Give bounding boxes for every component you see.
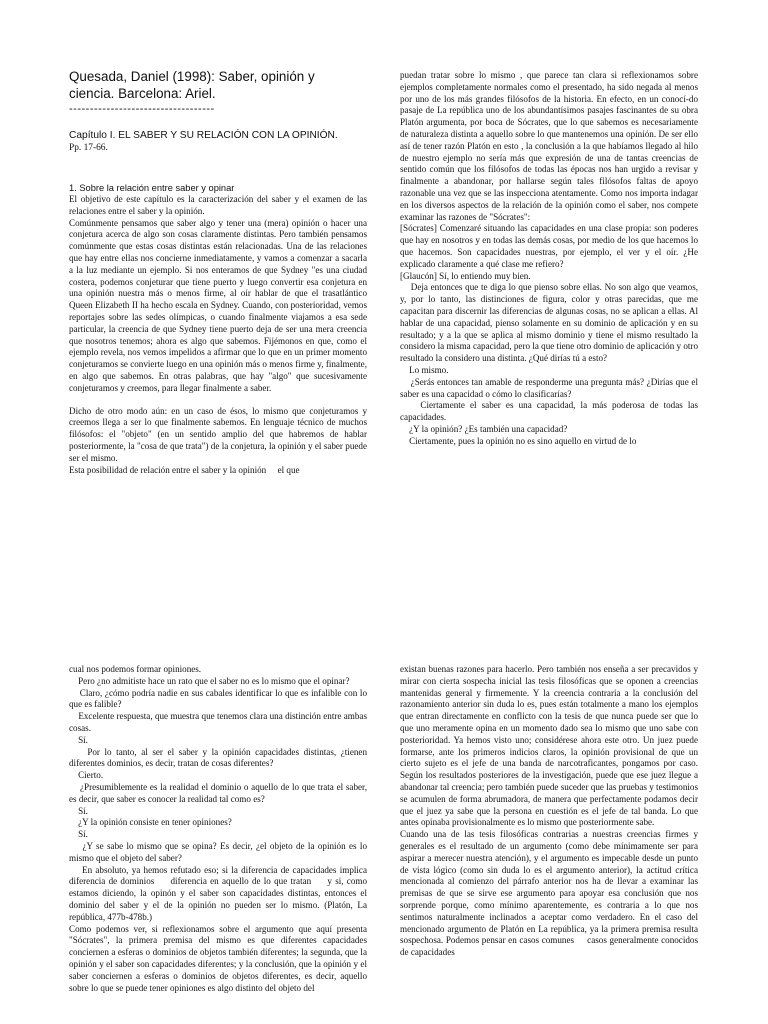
paragraph: El objetivo de este capítulo es la caracterización del saber y el examen de las relaciones entre el saber y la opinión.: [69, 194, 367, 216]
top-right-column: [400, 70, 701, 448]
paragraph: ¿Serás entonces tan amable de responderme una pregunta más? ¿Dirías que el saber es una capacidad o cómo lo clasificarías?: [400, 376, 701, 399]
paragraph: [Glaucón] Sí, lo entiendo muy bien.: [400, 270, 531, 281]
bottom-left-column: [69, 664, 370, 994]
paragraph: Sí.: [69, 829, 88, 840]
citation-line-2: ciencia. Barcelona: Ariel.: [69, 86, 216, 101]
paragraph: Lo mismo.: [400, 364, 449, 375]
paragraph: Claro, ¿cómo podría nadie en sus cabales identificar lo que es infalible con lo que es falible?: [69, 687, 370, 710]
paragraph: Sí.: [69, 805, 88, 816]
chapter-title: Capítulo I. EL SABER Y SU RELACIÓN CON LA OPINIÓN.: [69, 130, 338, 141]
paragraph: ¿Y la opinión? ¿Es también una capacidad?: [400, 423, 568, 434]
paragraph: Pero ¿no admitiste hace un rato que el saber no es lo mismo que el opinar?: [69, 675, 350, 686]
paragraph: cual nos podemos formar opiniones.: [69, 664, 202, 674]
paragraph: Excelente respuesta, que muestra que tenemos clara una distinción entre ambas cosas.: [69, 711, 370, 733]
paragraph: Sí.: [69, 734, 88, 745]
paragraph: ¿Y se sabe lo mismo que se opina? Es decir, ¿el objeto de la opinión es lo mismo que el objeto del saber?: [69, 840, 370, 863]
bottom-right-column: [400, 664, 710, 959]
paragraph: Comúnmente pensamos que saber algo y tener una (mera) opinión o hacer una conjetura acerca de algo son cosas claramente distintas. Pero también pensamos comúnmente que estas cosas distintas están relacionadas. Una de las relaciones que hay entre ellas nos concierne inmediatamente, y vamos a comenzar a sacarla a la luz mediante un ejemplo. Si nos enteramos de que Sydney "es una ciudad costera, podemos conjeturar que tiene puerto y luego convertir esa conjetura en una opinión nuestra más o menos firme, al oír hablar de que el trasatlántico Queen Elizabeth II ha hecho escala en Sydney. Cuando, con posterioridad, vemos reportajes sobre las sedes olímpicas, o cuando finalmente viajamos a esa sede particular, la creencia de que Sydney tiene puerto deja de ser una mera creencia que nosotros tenemos; ahora es algo que sabemos. Fijémonos en que, como el ejemplo revela, nos vemos impelidos a afirmar que lo que en un primer momento conjeturamos se convierte luego en una opinión más o menos firme y, finalmente, en algo que sabemos. En otras palabras, que hay "algo" que sucesivamente conjeturamos y creemos, para llegar finalmente a saber.: [69, 217, 367, 393]
paragraph: Esta posibilidad de relación entre el saber y la opinión el que: [69, 464, 300, 475]
separator-rule: -----------------------------------: [69, 103, 215, 115]
paragraph: ¿Y la opinión consiste en tener opiniones?: [69, 817, 232, 828]
paragraph: Cierto.: [69, 770, 104, 781]
citation-line-1: Quesada, Daniel (1998): Saber, opinión y: [69, 69, 315, 84]
paragraph: Ciertamente el saber es una capacidad, la más poderosa de todas las capacidades.: [400, 400, 701, 423]
paragraph: Ciertamente, pues la opinión no es sino aquello en virtud de lo: [400, 435, 637, 446]
page-range: Pp. 17-66.: [69, 143, 108, 153]
paragraph: [Sócrates] Comenzaré situando las capacidades en una clase propia: son poderes que hay en nosotros y en todas las demás cosas, por medio de los que hacemos lo que hacemos. Son capacidades nuestras, por ejemplo, el ver y el oír. ¿He explicado claramente a qué clase me refiero?: [400, 223, 698, 269]
paragraph: Cuando una de las tesis filosóficas contrarias a nuestras creencias firmes y generales es el resultado de un argumento (como debe mínimamente ser para aspirar a merecer nuestra atención), y el argumento es impecable desde un punto de vista lógico (como sin duda lo es el argumento anterior), la actitud crítica mencionada al comienzo del párrafo anterior nos ha de llevar a examinar las premisas de que se sirve ese argumento para apoyar esa conclusión que nos sorprende porque, como mínimo aparentemente, es contraria a lo que nos sentimos naturalmente inclinados a aceptar como verdadero. En el caso del mencionado argumento de Platón en La república, ya la primera premisa resulta sospechosa. Podemos pensar en casos comunes casos generalmente conocidos de capacidades: [400, 829, 710, 958]
paragraph: Dicho de otro modo aún: en un caso de ésos, lo mismo que conjeturamos y creemos llega a ser lo que finalmente sabemos. En lenguaje técnico de muchos filósofos: el "objeto" (en un sentido amplio del que habremos de hablar posteriormente, la "cosa de que trata") de la conjetura, la opinión y el saber puede ser el mismo.: [69, 405, 367, 463]
section-heading: 1. Sobre la relación entre saber y opinar: [69, 183, 235, 193]
paragraph: En absoluto, ya hemos refutado eso; si la diferencia de capacidades implica diferencia de dominios diferencia en aquello de lo que tratan y si, como estamos diciendo, la opinón y el saber son capacidades distintas, entonces el dominio del saber y el de la opinión no pueden ser lo mismo. (Platón, La república, 477b-478b.): [69, 864, 370, 922]
paragraph: Por lo tanto, al ser el saber y la opinión capacidades distintas, ¿tienen diferentes dominios, es decir, tratan de cosas diferentes?: [69, 746, 370, 769]
paragraph: ¿Presumiblemente es la realidad el dominio o aquello de lo que trata el saber, es decir, que saber es conocer la realidad tal como es?: [69, 781, 370, 804]
top-left-column: [69, 68, 367, 476]
paragraph: puedan tratar sobre lo mismo , que parece tan clara si reflexionamos sobre ejemplos completamente normales como el presentado, ha sido negada al menos por uno de los más grandes filósofos de la historia. En efecto, en un conocí-do pasaje de La república uno de los abundantísimos pasajes fascinantes de su obra Platón argumenta, por boca de Sócrates, que lo que sabemos es necesariamente de naturaleza distinta a aquello sobre lo que mantenemos una opinión. De ser ello así de tener razón Platón en esto , la conclusión a la que habíamos llegado al hilo de nuestro ejemplo no sería más que expresión de una de tantas creencias de sentido común que los filósofos de todas las épocas nos han urgido a revisar y finalmente a abandonar, por hallarse según tales filósofos faltas de apoyo razonable una vez que se las inspecciona atentamente. Como nos importa indagar en los diversos aspectos de la relación de la opinión como el saber, nos compete examinar las razones de "Sócrates":: [400, 70, 698, 222]
paragraph: Deja entonces que te diga lo que pienso sobre ellas. No son algo que veamos, y, por lo tanto, las distinciones de figura, color y otras parecidas, que me capacitan para discernir las diferencias de algunas cosas, no se aplican a ellas. Al hablar de una capacidad, pienso solamente en su dominio de aplicación y en su resultado; y a la que se aplica al mismo dominio y tiene el mismo resultado la considero la misma capacidad, pero la que tiene otro dominio de aplicación y otro resultado la considero una distinta. ¿Qué dirías tú a esto?: [400, 282, 701, 364]
paragraph: existan buenas razones para hacerlo. Pero también nos enseña a ser precavidos y mirar con cierta sospecha inicial las tesis filosóficas que se oponen a creencias mantenidas general y firmemente. Y la creencia contraria a la conclusión del razonamiento anterior sin duda lo es, pues están totalmente a mano los ejemplos que entran directamente en conflicto con la tesis de que nunca puede ser que lo que uno meramente opina en un momento dado sea lo mismo que uno sabe con posterioridad. Ya hemos visto uno; considérese ahora este otro. Un juez puede formarse, ante los primeros indicios claros, la opinión provisional de que un cierto sujeto es el jefe de una banda de narcotraficantes, pongamos por caso. Según los resultados posteriores de la investigación, puede que ese juez llegue a abandonar tal creencia; pero también puede suceder que las pruebas y testimonios se acumulen de forma abrumadora, de manera que perfectamente podamos decir que el juez ya sabe que la persona en cuestión es el jefe de tal banda. Lo que antes opinaba provisionalmente es lo mismo que posteriormente sabe.: [400, 664, 698, 828]
paragraph: Como podemos ver, si reflexionamos sobre el argumento que aquí presenta "Sócrates", la primera premisa del mismo es que diferentes capacidades conciernen a esferas o dominios de objetos también diferentes; la segunda, que la opinión y el saber son capacidades diferentes; y la conclusión, que la opinión y el saber conciernen a esferas o dominios de objetos diferentes, es decir, aquello sobre lo que se puede tener opiniones es algo distinto del objeto del: [69, 923, 367, 993]
